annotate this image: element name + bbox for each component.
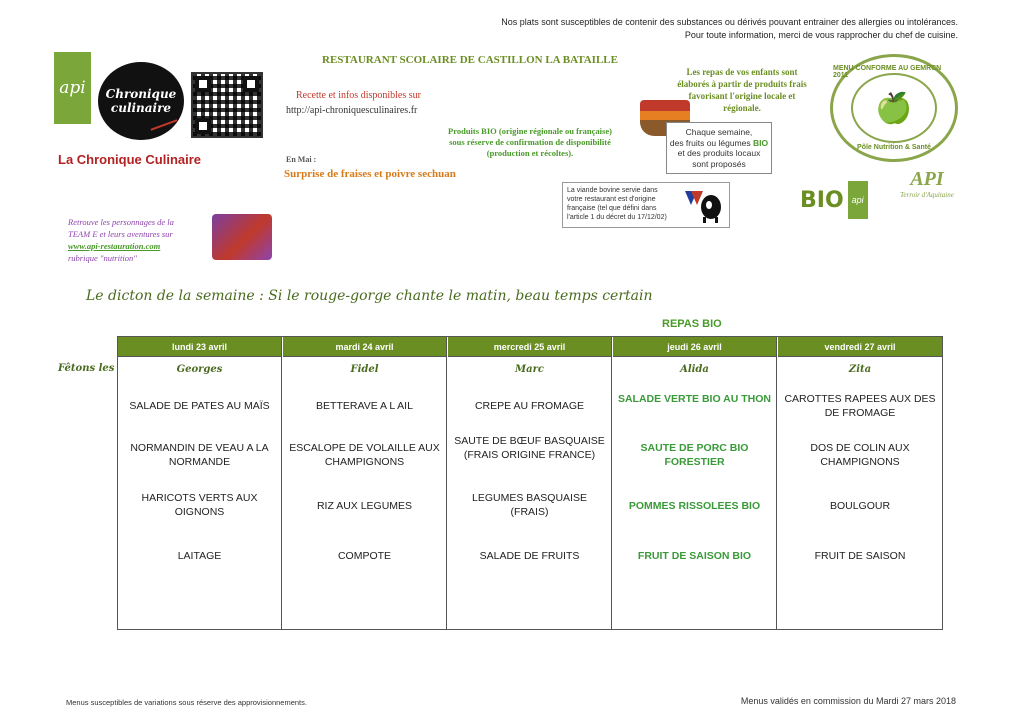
dish-entree: CREPE AU FROMAGE [474, 400, 585, 412]
beef-origin-box [562, 182, 730, 228]
terroir-aquitaine-logo [898, 168, 956, 220]
gemrcn-seal [830, 54, 958, 162]
dish-side: POMMES RISSOLEES BIO [628, 500, 761, 512]
bio-note-line-1: Produits BIO (origine régionale ou française) [448, 126, 612, 136]
locale-line-3: favorisant l'origine locale et [688, 91, 796, 101]
day-header: lundi 23 avril [118, 337, 281, 357]
allergy-line-1: Nos plats sont susceptibles de contenir des substances ou dérivés pouvant entrainer des allergies ou intolérances. [501, 17, 958, 27]
team-e-card-image [212, 214, 272, 260]
cow-icon [683, 187, 723, 223]
locale-line-4: régionale. [723, 103, 761, 113]
restaurant-title: RESTAURANT SCOLAIRE DE CASTILLON LA BATAILLE [322, 54, 618, 66]
qr-code-icon [191, 72, 263, 138]
weekly-menu-table [117, 336, 943, 630]
qr-corner-icon [195, 118, 211, 134]
seal-bottom-text: Pôle Nutrition & Santé [857, 144, 931, 151]
menu-column-tuesday [283, 337, 447, 629]
dish-main: SAUTE DE PORC BIO FORESTIER [640, 442, 749, 468]
apple-icon: 🍏 [851, 73, 937, 143]
day-header: vendredi 27 avril [778, 337, 942, 357]
dish-main: DOS DE COLIN AUX CHAMPIGNONS [810, 442, 910, 468]
allergy-notice [398, 16, 958, 42]
beef-origin-text [567, 186, 679, 222]
dish-entree: SALADE VERTE BIO AU THON [617, 393, 772, 405]
viande-line-4: l'article 1 du décret du 17/12/02) [567, 214, 667, 221]
monthly-surprise: Surprise de fraises et poivre sechuan [284, 168, 456, 180]
day-header: mercredi 25 avril [448, 337, 611, 357]
seal-top-text: MENU CONFORME AU GEMRCN 2011 [833, 65, 942, 79]
dish-main: ESCALOPE DE VOLAILLE AUX CHAMPIGNONS [289, 442, 440, 468]
bio-logo-word: BIO [800, 187, 844, 213]
saint-name: Zita [848, 363, 872, 375]
viande-line-3: française (tel que défini dans [567, 205, 657, 212]
day-header: jeudi 26 avril [613, 337, 776, 357]
local-origin-note [668, 66, 816, 114]
saint-name: Fidel [350, 363, 379, 375]
team-link[interactable]: www.api-restauration.com [68, 241, 161, 251]
terroir-logo-text: Terroir d'Aquitaine [900, 191, 954, 199]
menu-column-friday [778, 337, 942, 629]
feast-day-label: Fêtons les [58, 363, 115, 374]
locale-line-2: élaborés à partir de produits frais [677, 79, 807, 89]
repas-bio-label: REPAS BIO [662, 318, 722, 330]
chronique-culinaire-logo [98, 62, 184, 140]
menu-column-thursday-bio [613, 337, 777, 629]
team-line-2: TEAM E et leurs aventures sur [68, 229, 173, 239]
dish-side: HARICOTS VERTS AUX OIGNONS [141, 492, 258, 518]
week-line-3: et des produits locaux [677, 148, 761, 158]
dish-dessert: LAITAGE [177, 550, 222, 562]
dish-side: BOULGOUR [829, 500, 891, 512]
dish-dessert: COMPOTE [337, 550, 392, 562]
dish-main: SAUTE DE BŒUF BASQUAISE (FRAIS ORIGINE FRANCE) [454, 435, 605, 461]
viande-line-1: La viande bovine servie dans [567, 187, 658, 194]
api-logo: api [54, 52, 91, 124]
bio-logo-api: api [848, 181, 868, 219]
footer-validation: Menus validés en commission du Mardi 27 mars 2018 [740, 696, 956, 706]
dish-entree: SALADE DE PATES AU MAÏS [129, 400, 270, 412]
week-line-4: sont proposés [692, 158, 746, 169]
allergy-line-2: Pour toute information, merci de vous rapprocher du chef de cuisine. [684, 30, 958, 40]
bio-availability-note [430, 126, 630, 159]
dish-entree: BETTERAVE A L AIL [316, 400, 413, 412]
viande-line-2: votre restaurant est d'origine [567, 196, 656, 203]
dish-side: LEGUMES BASQUAISE (FRAIS) [472, 492, 587, 518]
locale-line-1: Les repas de vos enfants sont [686, 67, 798, 77]
qr-corner-icon [243, 76, 259, 92]
team-line-1: Retrouve les personnages de la [68, 217, 174, 227]
saint-name: Alida [680, 363, 709, 375]
day-header: mardi 24 avril [283, 337, 446, 357]
chronique-logo-line-2: culinaire [110, 101, 172, 115]
chronique-logo-line-1: Chronique [105, 87, 177, 101]
week-line-2-bio: BIO [753, 137, 769, 148]
bio-note-line-2: sous réserve de confirmation de disponibilité [449, 137, 611, 147]
brand-name: La Chronique Culinaire [58, 152, 202, 167]
menu-column-monday [118, 337, 282, 629]
dish-main: NORMANDIN DE VEAU A LA NORMANDE [130, 442, 269, 468]
dish-entree: CAROTTES RAPEES AUX DES DE FROMAGE [784, 393, 936, 419]
weekly-bio-box [666, 122, 772, 174]
team-e-note [68, 216, 200, 264]
week-line-2 [667, 138, 771, 149]
menu-column-wednesday [448, 337, 612, 629]
bio-api-logo [800, 176, 870, 224]
dish-dessert: FRUIT DE SAISON [814, 550, 906, 562]
week-line-1: Chaque semaine, [685, 127, 753, 137]
dish-dessert: FRUIT DE SAISON BIO [637, 550, 752, 562]
weekly-saying: Le dicton de la semaine : Si le rouge-gorge chante le matin, beau temps certain [86, 288, 653, 304]
team-line-4: rubrique "nutrition" [68, 253, 137, 263]
terroir-logo-api: API [910, 168, 944, 190]
fork-icon [151, 119, 178, 130]
recette-link[interactable]: http://api-chroniquesculinaires.fr [286, 105, 418, 116]
dish-side: RIZ AUX LEGUMES [316, 500, 413, 512]
en-mai-label: En Mai : [286, 155, 317, 164]
qr-corner-icon [195, 76, 211, 92]
saint-name: Marc [515, 363, 544, 375]
bio-note-line-3: (production et récoltes). [486, 148, 574, 158]
saint-name: Georges [176, 363, 223, 375]
dish-dessert: SALADE DE FRUITS [479, 550, 580, 562]
footer-disclaimer: Menus susceptibles de variations sous réserve des approvisionnements. [66, 698, 307, 707]
recette-text: Recette et infos disponibles sur [296, 90, 421, 101]
week-line-2a: des fruits ou légumes [669, 137, 754, 148]
